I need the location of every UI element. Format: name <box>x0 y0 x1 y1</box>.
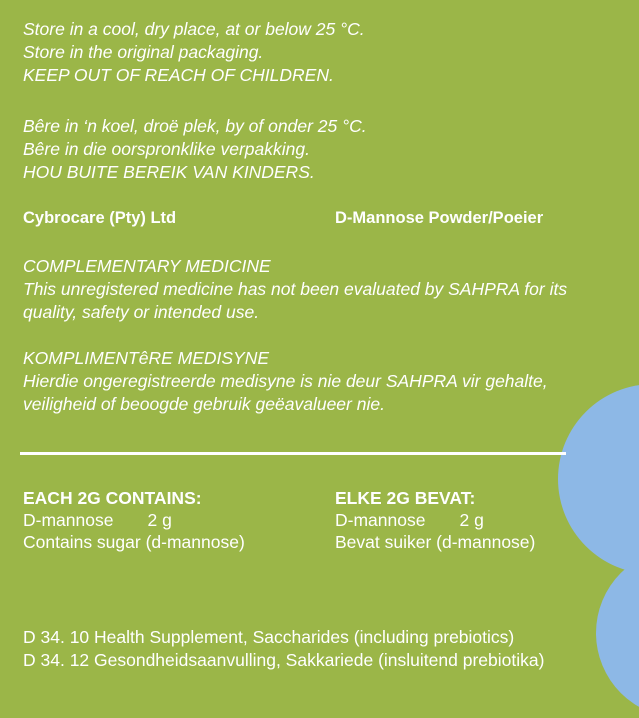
classification-code-line: D 34. 12 Gesondheidsaanvulling, Sakkariede (insluitend prebiotika) <box>23 650 545 670</box>
medicine-disclaimer-line: This unregistered medicine has not been evaluated by SAHPRA for its <box>23 279 568 299</box>
medicine-heading: KOMPLIMENTêRE MEDISYNE <box>23 348 270 368</box>
sugar-statement: Contains sugar (d-mannose) <box>23 532 245 552</box>
contents-english <box>23 487 245 553</box>
medicine-disclaimer-line: Hierdie ongeregistreerde medisyne is nie deur SAHPRA vir gehalte, <box>23 371 548 391</box>
medicine-heading: COMPLEMENTARY MEDICINE <box>23 256 271 276</box>
divider-line <box>20 452 566 455</box>
product-name: D-Mannose Powder/Poeier <box>335 209 544 227</box>
classification-code-line: D 34. 10 Health Supplement, Saccharides (including prebiotics) <box>23 627 515 647</box>
decorative-blue-circle-bottom <box>596 548 639 718</box>
ingredient-amount: 2 g <box>147 510 172 530</box>
classification-codes <box>23 626 544 672</box>
storage-instructions-afrikaans <box>23 115 367 184</box>
sugar-statement: Bevat suiker (d-mannose) <box>335 532 536 552</box>
storage-line: HOU BUITE BEREIK VAN KINDERS. <box>23 162 315 182</box>
company-name: Cybrocare (Pty) Ltd <box>23 209 177 227</box>
storage-line: Bêre in die oorspronklike verpakking. <box>23 139 310 159</box>
decorative-blue-circle-top <box>558 384 639 574</box>
ingredient-row <box>23 509 245 531</box>
storage-line: Store in the original packaging. <box>23 42 264 62</box>
ingredient-name: D-mannose <box>335 510 426 530</box>
contents-heading: EACH 2G CONTAINS: <box>23 488 202 508</box>
medicine-disclaimer-line: quality, safety or intended use. <box>23 302 260 322</box>
ingredient-amount: 2 g <box>459 510 484 530</box>
ingredient-name: D-mannose <box>23 510 114 530</box>
storage-instructions-english <box>23 18 365 87</box>
contents-afrikaans <box>335 487 535 553</box>
medicine-disclaimer-line: veiligheid of beoogde gebruik geëavalueer nie. <box>23 394 385 414</box>
storage-line: KEEP OUT OF REACH OF CHILDREN. <box>23 65 334 85</box>
complementary-medicine-afrikaans <box>23 347 548 416</box>
storage-line: Store in a cool, dry place, at or below 25 °C. <box>23 19 365 39</box>
complementary-medicine-english <box>23 255 567 324</box>
contents-heading: ELKE 2G BEVAT: <box>335 488 476 508</box>
storage-line: Bêre in ‘n koel, droë plek, by of onder 25 °C. <box>23 116 367 136</box>
ingredient-row <box>335 509 535 531</box>
